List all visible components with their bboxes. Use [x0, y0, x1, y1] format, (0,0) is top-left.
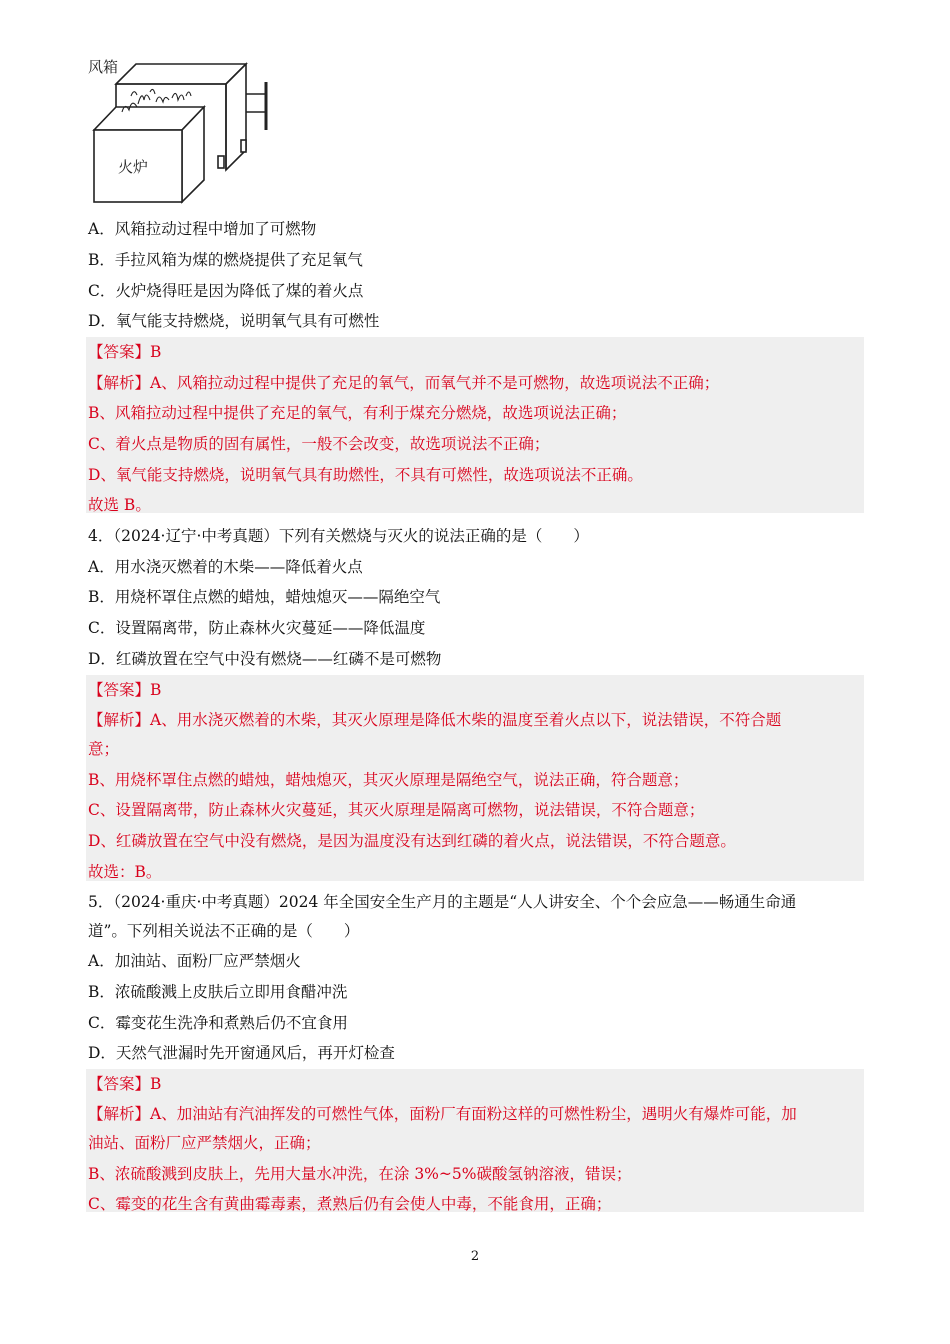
q5-option-c: C．霉变花生洗净和煮熟后仍不宜食用: [88, 1014, 348, 1032]
q3-answer: 【答案】B: [88, 343, 162, 361]
q4-analysis-line: B、用烧杯罩住点燃的蜡烛，蜡烛熄灭，其灭火原理是隔绝空气，说法正确，符合题意；: [88, 771, 689, 789]
q5-stem-line: 道”。下列相关说法不正确的是（ ）: [88, 922, 360, 940]
q3-option-a: A．风箱拉动过程中增加了可燃物: [88, 220, 317, 238]
q4-analysis-line: 【解析】A、用水浇灭燃着的木柴，其灭火原理是降低木柴的温度至着火点以下，说法错误，不符合题: [88, 711, 782, 729]
q3-option-c: C．火炉烧得旺是因为降低了煤的着火点: [88, 282, 364, 300]
q4-analysis-line: 意；: [88, 740, 120, 758]
bellows-label: 风箱: [88, 58, 119, 76]
q3-analysis-line: C、着火点是物质的固有属性，一般不会改变，故选项说法不正确；: [88, 435, 550, 453]
q4-analysis-conclusion: 故选：B。: [88, 863, 162, 881]
q5-analysis-line: B、浓硫酸溅到皮肤上，先用大量水冲洗，在涂 3%~5%碳酸氢钠溶液，错误；: [88, 1165, 632, 1183]
q3-analysis-conclusion: 故选 B。: [88, 496, 151, 514]
q5-option-b: B．浓硫酸溅上皮肤后立即用食醋冲洗: [88, 983, 348, 1001]
q4-analysis-line: D、红磷放置在空气中没有燃烧，是因为温度没有达到红磷的着火点，说法错误，不符合题意。: [88, 832, 736, 850]
page-number: 2: [470, 1249, 480, 1264]
q4-option-b: B．用烧杯罩住点燃的蜡烛，蜡烛熄灭——隔绝空气: [88, 588, 441, 606]
q5-analysis-line: C、霉变的花生含有黄曲霉毒素，煮熟后仍有会使人中毒，不能食用，正确；: [88, 1195, 612, 1213]
q4-option-a: A．用水浇灭燃着的木柴——降低着火点: [88, 558, 363, 576]
q5-stem-line: 5．（2024·重庆·中考真题）2024 年全国安全生产月的主题是“人人讲安全、个个会应急——畅通生命通: [88, 893, 797, 911]
q5-option-d: D．天然气泄漏时先开窗通风后，再开灯检查: [88, 1044, 395, 1062]
q5-option-a: A．加油站、面粉厂应严禁烟火: [88, 952, 301, 970]
q3-analysis-line: B、风箱拉动过程中提供了充足的氧气，有利于煤充分燃烧，故选项说法正确；: [88, 404, 627, 422]
furnace-label: 火炉: [118, 158, 149, 176]
q3-analysis-line: D、氧气能支持燃烧，说明氧气具有助燃性，不具有可燃性，故选项说法不正确。: [88, 466, 643, 484]
q4-option-d: D．红磷放置在空气中没有燃烧——红磷不是可燃物: [88, 650, 442, 668]
q5-answer: 【答案】B: [88, 1075, 162, 1093]
q3-option-b: B．手拉风箱为煤的燃烧提供了充足氧气: [88, 251, 363, 269]
q4-option-c: C．设置隔离带，防止森林火灾蔓延——降低温度: [88, 619, 426, 637]
q5-analysis-line: 【解析】A、加油站有汽油挥发的可燃性气体，面粉厂有面粉这样的可燃性粉尘，遇明火有爆炸可能，加: [88, 1105, 797, 1123]
q3-option-d: D．氧气能支持燃烧，说明氧气具有可燃性: [88, 312, 380, 330]
q4-analysis-line: C、设置隔离带，防止森林火灾蔓延，其灭火原理是隔离可燃物，说法错误，不符合题意；: [88, 801, 705, 819]
q3-answer-box: [86, 337, 864, 513]
q5-analysis-line: 油站、面粉厂应严禁烟火，正确；: [88, 1134, 321, 1152]
bellows-furnace-figure: [86, 52, 286, 212]
q4-stem: 4．（2024·辽宁·中考真题）下列有关燃烧与灭火的说法正确的是（ ）: [88, 527, 589, 545]
q3-analysis-line: 【解析】A、风箱拉动过程中提供了充足的氧气，而氧气并不是可燃物，故选项说法不正确；: [88, 374, 720, 392]
q4-answer: 【答案】B: [88, 681, 162, 699]
